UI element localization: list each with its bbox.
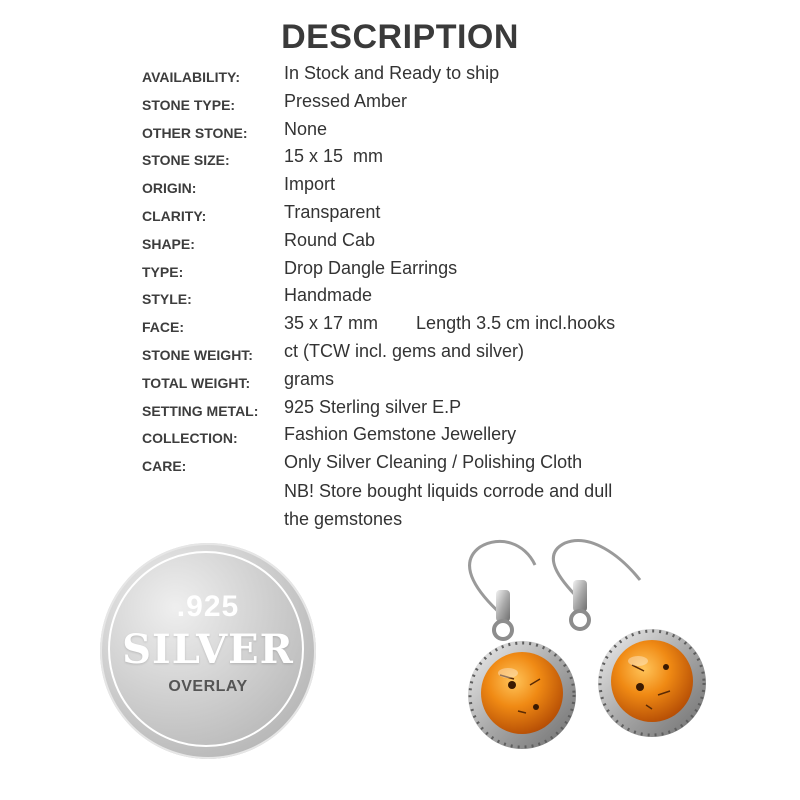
spec-label: FACE: xyxy=(142,319,184,336)
spec-label: CLARITY: xyxy=(142,207,207,224)
spec-label: TYPE: xyxy=(142,263,184,280)
earring-right xyxy=(553,541,706,737)
spec-value: Pressed Amber xyxy=(284,90,408,111)
spec-label: CARE: xyxy=(142,458,187,475)
spec-label: TOTAL WEIGHT: xyxy=(142,374,251,391)
spec-value-extra: Length 3.5 cm incl.hooks xyxy=(416,313,616,334)
page-title: DESCRIPTION xyxy=(281,18,519,56)
silver-overlay-badge xyxy=(100,543,316,759)
earring-left xyxy=(468,541,576,749)
spec-label: STONE TYPE: xyxy=(142,96,236,113)
spec-value: Handmade xyxy=(284,285,373,306)
care-note-line: the gemstones xyxy=(284,509,403,529)
spec-value: In Stock and Ready to ship xyxy=(284,63,500,83)
spec-value: Import xyxy=(284,174,336,195)
spec-value: Only Silver Cleaning / Polishing Cloth xyxy=(284,452,583,473)
badge-overlay-text: OVERLAY xyxy=(168,678,248,695)
spec-value: Transparent xyxy=(284,201,381,222)
care-note-line: NB! Store bought liquids corrode and dull xyxy=(284,481,613,501)
spec-label: AVAILABILITY: xyxy=(142,69,240,85)
earrings-image xyxy=(440,535,740,785)
spec-label: OTHER STONE: xyxy=(142,124,248,141)
spec-label: STONE WEIGHT: xyxy=(142,346,253,363)
spec-value: None xyxy=(284,118,328,139)
spec-label: ORIGIN: xyxy=(142,180,197,197)
spec-label: COLLECTION: xyxy=(142,430,238,447)
spec-value: grams xyxy=(284,368,335,389)
spec-value: Fashion Gemstone Jewellery xyxy=(284,424,517,445)
spec-label: SHAPE: xyxy=(142,235,195,252)
spec-label: STONE SIZE: xyxy=(142,152,230,169)
spec-value: 35 x 17 mm xyxy=(284,313,379,334)
spec-value-group xyxy=(284,313,615,334)
spec-value: 15 x 15 mm xyxy=(284,146,384,167)
badge-purity: .925 xyxy=(176,590,240,623)
spec-value: Drop Dangle Earrings xyxy=(284,257,458,278)
spec-value: 925 Sterling silver E.P xyxy=(284,396,462,417)
spec-value: Round Cab xyxy=(284,229,376,250)
spec-label: STYLE: xyxy=(142,291,192,308)
badge-silver-text: SILVER xyxy=(122,626,294,673)
spec-label: SETTING METAL: xyxy=(142,402,259,419)
spec-value: ct (TCW incl. gems and silver) xyxy=(284,340,525,361)
